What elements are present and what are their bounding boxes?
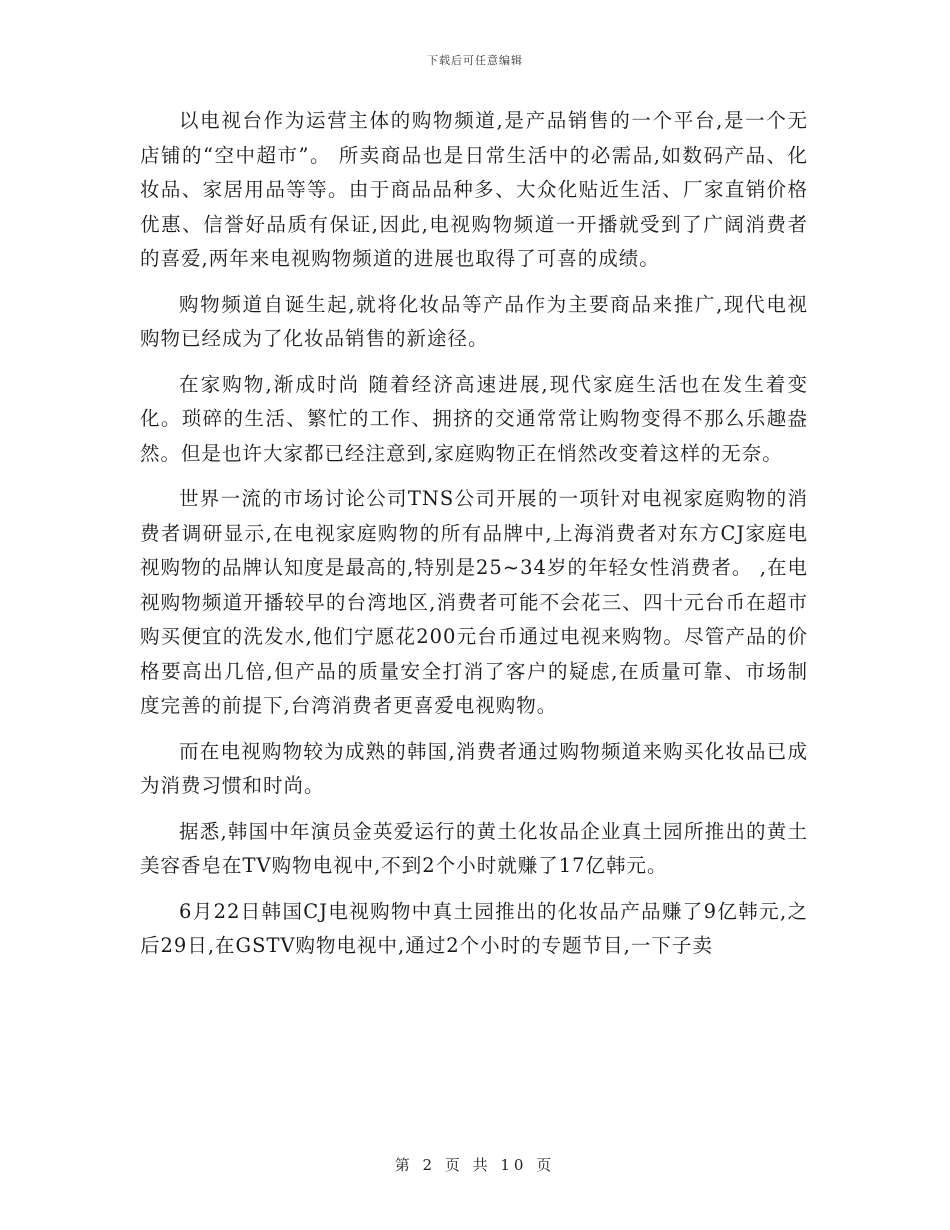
- paragraph-2: 购物频道自诞生起,就将化妆品等产品作为主要商品来推广,现代电视购物已经成为了化妆品销售的新途径。: [140, 292, 808, 350]
- paragraph-3: 在家购物,渐成时尚 随着经济高速进展,现代家庭生活也在发生着变化。琐碎的生活、繁忙的工作、拥挤的交通常常让购物变得不那么乐趣盎然。但是也许大家都已经注意到,家庭购物正在悄然改变着这样的无奈。: [140, 372, 808, 465]
- page-footer: 第 2 页 共 10 页: [394, 1156, 556, 1174]
- paragraph-4: 世界一流的市场讨论公司TNS公司开展的一项针对电视家庭购物的消费者调研显示,在电视家庭购物的所有品牌中,上海消费者对东方CJ家庭电视购物的品牌认知度是最高的,特别是25~34岁的年轻女性消费者。 ,在电视购物频道开播较早的台湾地区,消费者可能不会花三、四十元台币在超市购买便宜的洗发水,他们宁愿花200元台币通过电视来购物。尽管产品的价格要高出几倍,但产品的质量安全打消了客户的疑虑,在质量可靠、市场制度完善的前提下,台湾消费者更喜爱电视购物。: [140, 487, 808, 717]
- page-header: 下载后可任意编辑: [427, 54, 523, 67]
- paragraph-5: 而在电视购物较为成熟的韩国,消费者通过购物频道来购买化妆品已成为消费习惯和时尚。: [140, 739, 808, 797]
- paragraph-7: 6月22日韩国CJ电视购物中真土园推出的化妆品产品赚了9亿韩元,之后29日,在GSTV购物电视中,通过2个小时的专题节目,一下子卖: [140, 899, 808, 957]
- paragraph-1: 以电视台作为运营主体的购物频道,是产品销售的一个平台,是一个无店铺的“空中超市”。 所卖商品也是日常生活中的必需品,如数码产品、化妆品、家居用品等等。由于商品品种多、大众化贴近生活、厂家直销价格优惠、信誉好品质有保证,因此,电视购物频道一开播就受到了广阔消费者的喜爱,两年来电视购物频道的进展也取得了可喜的成绩。: [140, 109, 808, 270]
- document-body: [140, 104, 808, 975]
- paragraph-6: 据悉,韩国中年演员金英爱运行的黄土化妆品企业真土园所推出的黄土美容香皂在TV购物电视中,不到2个小时就赚了17亿韩元。: [140, 819, 808, 877]
